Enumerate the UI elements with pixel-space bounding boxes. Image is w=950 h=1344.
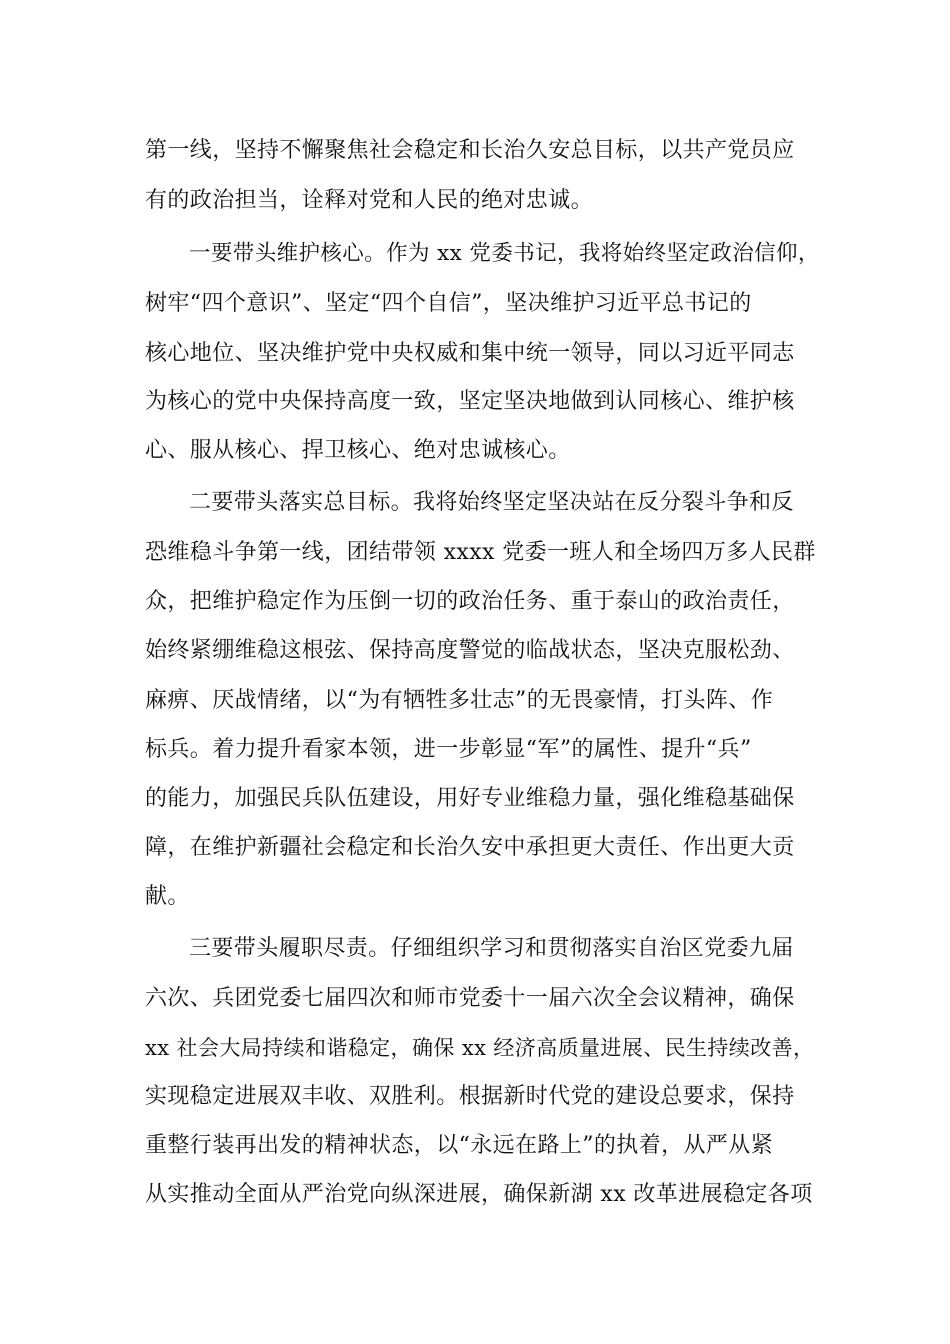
text-line-17: 三要带头履职尽责。仔细组织学习和贯彻落实自治区党委九届 [189,936,794,961]
text-line-8: 二要带头落实总目标。我将始终坚定坚决站在反分裂斗争和反 [189,490,794,515]
text-line-6: 为核心的党中央保持高度一致，坚定坚决地做到认同核心、维护核 [145,389,795,414]
text-line-10: 众，把维护稳定作为压倒一切的政治任务、重于泰山的政治责任， [145,589,795,614]
text-line-18: 六次、兵团党委七届四次和师市党委十一届六次全会议精神，确保 [145,986,795,1011]
text-line-7: 心、服从核心、捍卫核心、绝对忠诚核心。 [145,438,571,463]
text-line-9: 恐维稳斗争第一线，团结带领 xxxx 党委一班人和全场四万多人民群 [145,540,816,565]
text-line-19: xx 社会大局持续和谐稳定，确保 xx 经济高质量进展、民生持续改善， [145,1036,815,1060]
text-line-14: 的能力，加强民兵队伍建设，用好专业维稳力量，强化维稳基础保 [145,786,795,811]
text-line-2: 有的政治担当，诠释对党和人民的绝对忠诚。 [145,188,594,213]
text-line-12: 麻痹、厌战情绪，以“为有牺牲多壮志”的无畏豪情，打头阵、作 [145,688,774,713]
text-line-5: 核心地位、坚决维护党中央权威和集中统一领导，同以习近平同志 [145,341,795,366]
text-line-4: 树牢“四个意识”、坚定“四个自信”，坚决维护习近平总书记的 [145,291,752,316]
text-line-22: 从实推动全面从严治党向纵深进展，确保新湖 xx 改革进展稳定各项 [145,1182,813,1207]
text-line-21: 重整行装再出发的精神状态，以“永远在路上”的执着，从严从紧 [145,1133,774,1158]
text-line-15: 障，在维护新疆社会稳定和长治久安中承担更大责任、作出更大贡 [145,835,795,860]
text-line-1: 第一线，坚持不懈聚焦社会稳定和长治久安总目标，以共产党员应 [145,138,795,163]
text-line-11: 始终紧绷维稳这根弦、保持高度警觉的临战状态，坚决克服松劲、 [145,638,795,663]
text-line-16: 献。 [145,884,190,909]
text-line-20: 实现稳定进展双丰收、双胜利。根据新时代党的建设总要求，保持 [145,1084,795,1109]
text-line-3: 一要带头维护核心。作为 xx 党委书记，我将始终坚定政治信仰， [189,241,820,266]
text-line-13: 标兵。着力提升看家本领，进一步彰显“军”的属性、提升“兵” [145,737,752,762]
